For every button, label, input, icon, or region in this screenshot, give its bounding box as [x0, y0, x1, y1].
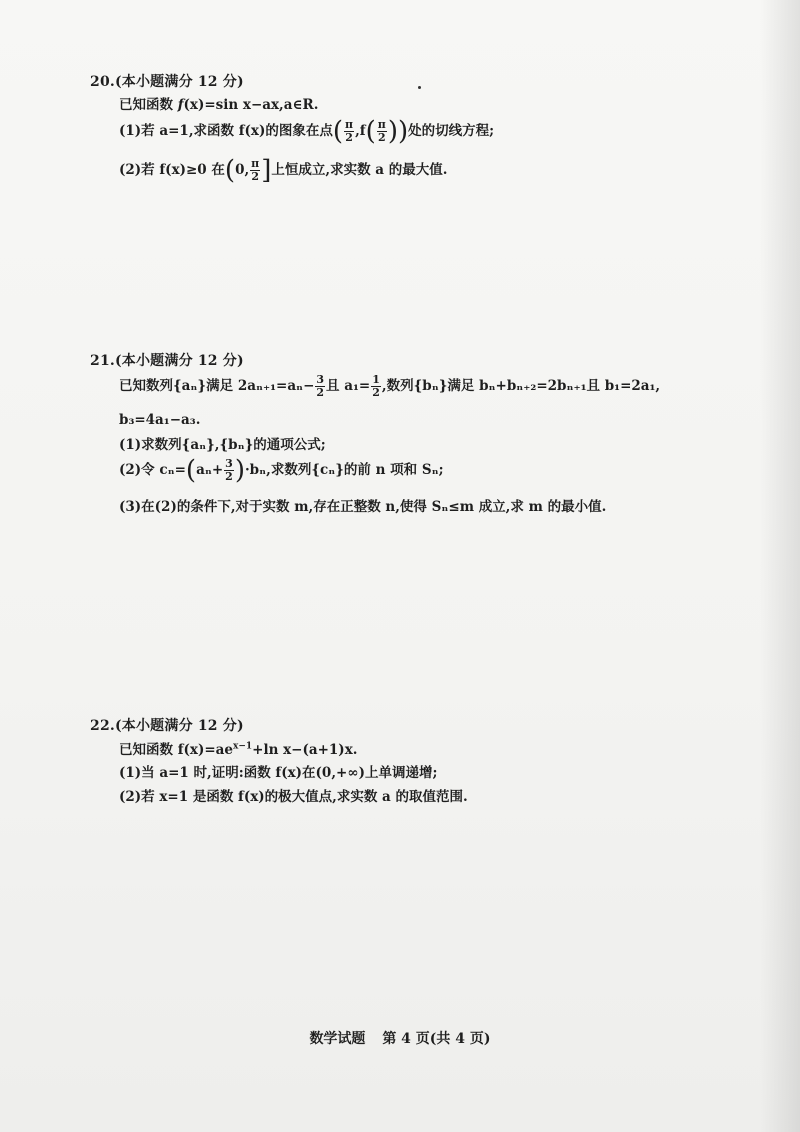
q21-part2-a: (2)令 cₙ= — [119, 462, 186, 478]
q21-line1-c: ,数列{bₙ}满足 bₙ+bₙ₊₂=2bₙ₊₁且 b₁=2a₁, — [381, 378, 661, 394]
q20-part1: (1)若 a=1,求函数 f(x)的图象在点( $\frac{\pi}{2}$ ,f( $\frac{\pi}{2}$ ))处的切线方程; — [119, 116, 495, 147]
page-footer — [0, 1028, 800, 1048]
footer-subject: 数学试题 — [309, 1031, 366, 1047]
page-edge-shadow — [760, 0, 800, 1132]
q22-intro-a: 已知函数 f(x)=ae — [119, 742, 233, 758]
q20-part2-frac: $\frac{\pi}{2}$ — [251, 157, 260, 183]
q22-intro-b: +ln x−(a+1)x. — [252, 742, 358, 758]
q22-intro-sup: x−1 — [232, 741, 253, 752]
q20-part1-b: 处的切线方程; — [408, 123, 495, 139]
q21-part3: (3)在(2)的条件下,对于实数 m,存在正整数 n,使得 Sₙ≤m 成立,求 m 的最小值. — [119, 499, 607, 515]
q20-intro-b: (x)=sin x−ax,a∈R. — [183, 97, 319, 113]
footer-page: 第 4 页(共 4 页) — [382, 1031, 491, 1047]
q20-part1-frac2: $\frac{\pi}{2}$ — [377, 118, 386, 144]
q22-intro — [119, 738, 357, 758]
q20-intro-a: 已知函数 — [119, 97, 178, 113]
q22-part1: (1)当 a=1 时,证明:函数 f(x)在(0,+∞)上单调递增; — [119, 765, 438, 781]
q21-line1-a: 已知数列{aₙ}满足 2aₙ₊₁=aₙ− — [119, 378, 315, 394]
q21-line2: b₃=4a₁−a₃. — [119, 412, 201, 428]
q21-heading: 21.(本小题满分 12 分) — [90, 353, 244, 369]
q20-part2-a: (2)若 f(x)≥0 在 — [119, 162, 225, 178]
q21-line1-frac1: $\frac{3}{2}$ — [316, 373, 325, 399]
q22-heading: 22.(本小题满分 12 分) — [90, 718, 244, 734]
q21-part2-in: aₙ+ — [196, 462, 224, 478]
q21-line1-b: 且 a₁= — [326, 378, 371, 394]
q21-part1: (1)求数列{aₙ},{bₙ}的通项公式; — [119, 437, 326, 453]
q20-part1-mid: ,f — [355, 123, 366, 139]
q22-part2: (2)若 x=1 是函数 f(x)的极大值点,求实数 a 的取值范围. — [119, 789, 468, 805]
q21-part2: (2)令 cₙ=(aₙ+ $\frac{3}{2}$ )·bₙ,求数列{cₙ}的前 n 项和 Sₙ; — [119, 455, 444, 486]
q21-line1-frac2: $\frac{1}{2}$ — [372, 373, 380, 399]
speck — [418, 86, 421, 89]
q21-part2-frac: $\frac{3}{2}$ — [225, 457, 233, 483]
q21-part2-b: ·bₙ,求数列{cₙ}的前 n 项和 Sₙ; — [244, 462, 444, 478]
q20-part2: (2)若 f(x)≥0 在(0, $\frac{\pi}{2}$ ]上恒成立,求实数 a 的最大值. — [119, 155, 448, 186]
q20-part1-frac1: $\frac{\pi}{2}$ — [345, 118, 354, 144]
q21-line1 — [119, 374, 660, 399]
q20-heading: 20.(本小题满分 12 分) — [90, 74, 244, 90]
q20-part2-b: 上恒成立,求实数 a 的最大值. — [271, 162, 448, 178]
q20-part1-a: (1)若 a=1,求函数 f(x)的图象在点 — [119, 123, 333, 139]
q20-intro-f: f — [177, 97, 184, 113]
q20-intro — [119, 93, 318, 113]
q20-part2-zero: 0, — [235, 162, 250, 178]
